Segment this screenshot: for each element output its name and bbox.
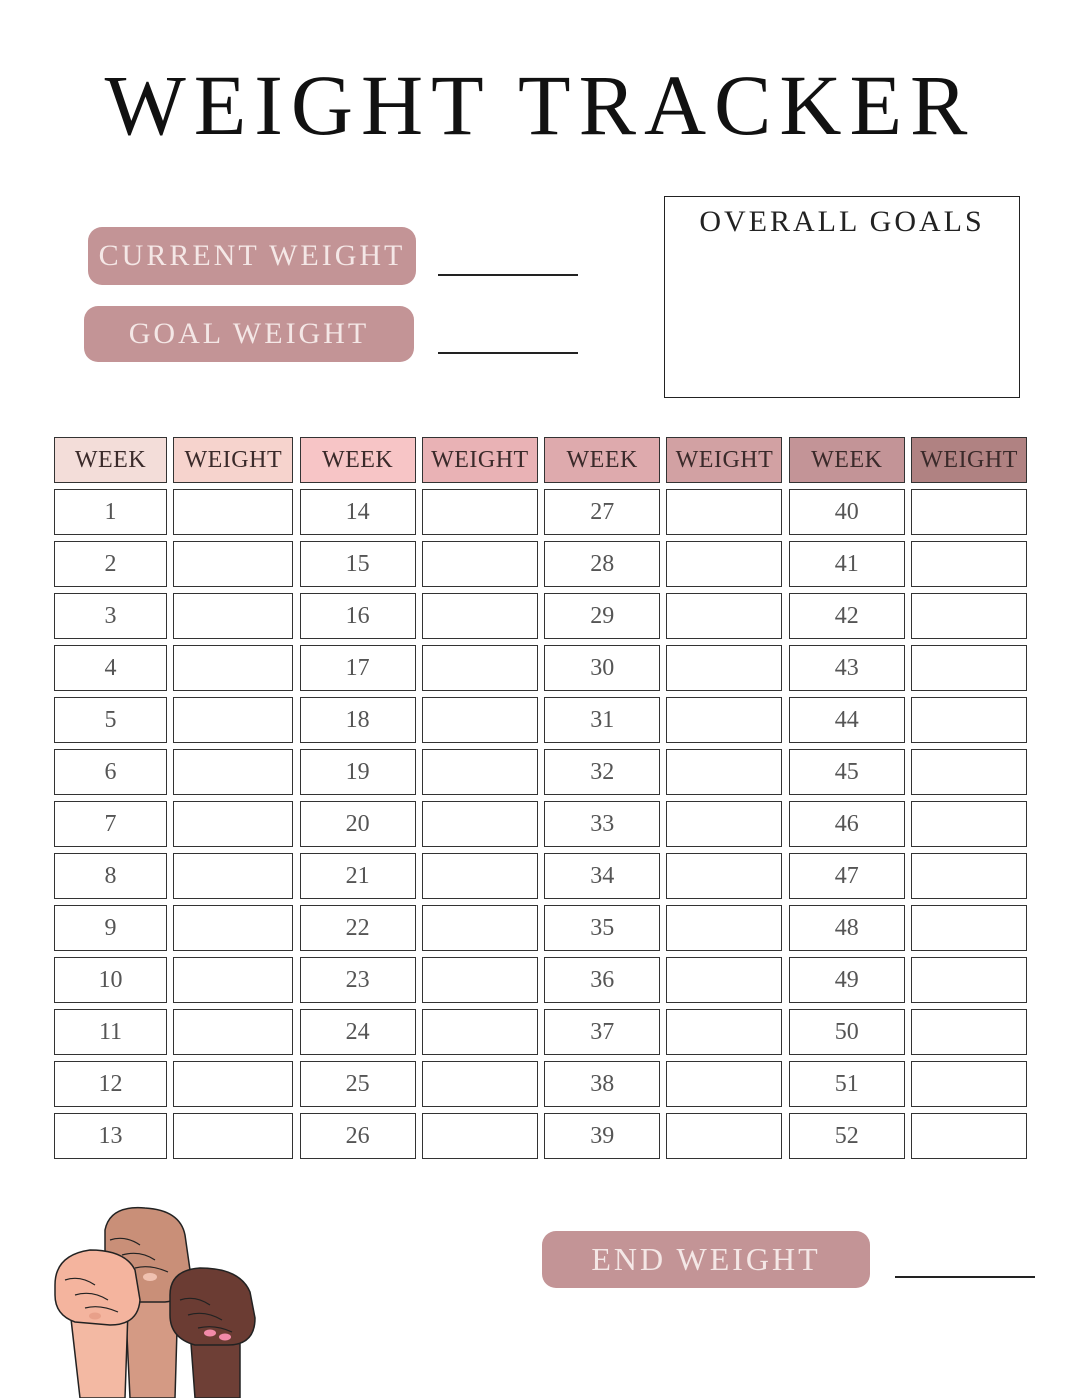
week-number-cell: 15: [300, 541, 416, 587]
week-number-cell: 12: [54, 1061, 167, 1107]
week-number-cell: 4: [54, 645, 167, 691]
weight-entry-cell[interactable]: [911, 853, 1027, 899]
week-number-cell: 24: [300, 1009, 416, 1055]
weight-entry-cell[interactable]: [422, 749, 538, 795]
weight-entry-cell[interactable]: [173, 853, 293, 899]
week-number-cell: 41: [789, 541, 905, 587]
weight-entry-cell[interactable]: [666, 957, 782, 1003]
weight-entry-cell[interactable]: [173, 645, 293, 691]
weight-entry-cell[interactable]: [666, 645, 782, 691]
weight-entry-cell[interactable]: [666, 697, 782, 743]
weight-entry-cell[interactable]: [666, 1113, 782, 1159]
weight-entry-cell[interactable]: [422, 905, 538, 951]
weight-entry-cell[interactable]: [666, 489, 782, 535]
week-number-cell: 31: [544, 697, 660, 743]
weight-header: WEIGHT: [422, 437, 538, 483]
week-header: WEEK: [300, 437, 416, 483]
week-number-cell: 44: [789, 697, 905, 743]
week-number-cell: 27: [544, 489, 660, 535]
week-number-cell: 6: [54, 749, 167, 795]
week-number-cell: 26: [300, 1113, 416, 1159]
week-number-cell: 32: [544, 749, 660, 795]
overall-goals-label: OVERALL GOALS: [699, 205, 985, 238]
week-number-cell: 16: [300, 593, 416, 639]
week-number-cell: 42: [789, 593, 905, 639]
weight-entry-cell[interactable]: [911, 593, 1027, 639]
weight-entry-cell[interactable]: [666, 593, 782, 639]
weight-entry-cell[interactable]: [911, 801, 1027, 847]
goal-weight-field[interactable]: [438, 352, 578, 354]
week-number-cell: 25: [300, 1061, 416, 1107]
weight-entry-cell[interactable]: [666, 905, 782, 951]
week-number-cell: 52: [789, 1113, 905, 1159]
week-number-cell: 8: [54, 853, 167, 899]
end-weight-label: END WEIGHT: [542, 1231, 870, 1288]
week-number-cell: 33: [544, 801, 660, 847]
weight-entry-cell[interactable]: [173, 1009, 293, 1055]
weight-entry-cell[interactable]: [911, 489, 1027, 535]
week-header: WEEK: [54, 437, 167, 483]
weight-entry-cell[interactable]: [422, 645, 538, 691]
week-number-cell: 36: [544, 957, 660, 1003]
page-title: WEIGHT TRACKER: [104, 57, 976, 153]
week-header: WEEK: [544, 437, 660, 483]
weight-entry-cell[interactable]: [666, 749, 782, 795]
week-number-cell: 10: [54, 957, 167, 1003]
weight-entry-cell[interactable]: [666, 801, 782, 847]
week-number-cell: 23: [300, 957, 416, 1003]
goal-weight-label: GOAL WEIGHT: [84, 306, 414, 362]
week-number-cell: 21: [300, 853, 416, 899]
weight-entry-cell[interactable]: [422, 1009, 538, 1055]
overall-goals-box[interactable]: [664, 196, 1020, 398]
weight-table: [54, 437, 1026, 1159]
weight-entry-cell[interactable]: [911, 645, 1027, 691]
week-number-cell: 11: [54, 1009, 167, 1055]
weight-entry-cell[interactable]: [173, 1113, 293, 1159]
week-number-cell: 49: [789, 957, 905, 1003]
week-number-cell: 29: [544, 593, 660, 639]
week-number-cell: 19: [300, 749, 416, 795]
week-number-cell: 34: [544, 853, 660, 899]
week-number-cell: 30: [544, 645, 660, 691]
weight-entry-cell[interactable]: [911, 541, 1027, 587]
weight-entry-cell[interactable]: [422, 697, 538, 743]
weight-entry-cell[interactable]: [911, 697, 1027, 743]
week-number-cell: 22: [300, 905, 416, 951]
week-number-cell: 35: [544, 905, 660, 951]
weight-entry-cell[interactable]: [173, 697, 293, 743]
weight-entry-cell[interactable]: [173, 489, 293, 535]
weight-entry-cell[interactable]: [173, 905, 293, 951]
week-number-cell: 5: [54, 697, 167, 743]
weight-entry-cell[interactable]: [422, 489, 538, 535]
end-weight-field[interactable]: [895, 1276, 1035, 1278]
weight-entry-cell[interactable]: [422, 853, 538, 899]
weight-entry-cell[interactable]: [173, 541, 293, 587]
week-number-cell: 3: [54, 593, 167, 639]
week-number-cell: 46: [789, 801, 905, 847]
weight-entry-cell[interactable]: [173, 1061, 293, 1107]
week-number-cell: 14: [300, 489, 416, 535]
weight-entry-cell[interactable]: [666, 1061, 782, 1107]
weight-entry-cell[interactable]: [666, 541, 782, 587]
weight-entry-cell[interactable]: [422, 957, 538, 1003]
weight-entry-cell[interactable]: [422, 1061, 538, 1107]
weight-entry-cell[interactable]: [911, 749, 1027, 795]
week-number-cell: 40: [789, 489, 905, 535]
week-number-cell: 13: [54, 1113, 167, 1159]
week-number-cell: 1: [54, 489, 167, 535]
week-header: WEEK: [789, 437, 905, 483]
weight-entry-cell[interactable]: [911, 905, 1027, 951]
week-number-cell: 20: [300, 801, 416, 847]
weight-entry-cell[interactable]: [911, 1113, 1027, 1159]
week-number-cell: 48: [789, 905, 905, 951]
weight-entry-cell[interactable]: [666, 853, 782, 899]
raised-fists-icon: [50, 1200, 280, 1398]
current-weight-field[interactable]: [438, 274, 578, 276]
weight-entry-cell[interactable]: [911, 1061, 1027, 1107]
weight-entry-cell[interactable]: [911, 957, 1027, 1003]
weight-entry-cell[interactable]: [422, 593, 538, 639]
week-number-cell: 45: [789, 749, 905, 795]
week-number-cell: 38: [544, 1061, 660, 1107]
week-number-cell: 39: [544, 1113, 660, 1159]
weight-entry-cell[interactable]: [666, 1009, 782, 1055]
weight-header: WEIGHT: [173, 437, 293, 483]
weight-header: WEIGHT: [666, 437, 782, 483]
week-number-cell: 18: [300, 697, 416, 743]
weight-entry-cell[interactable]: [173, 749, 293, 795]
weight-entry-cell[interactable]: [911, 1009, 1027, 1055]
weight-entry-cell[interactable]: [173, 957, 293, 1003]
weight-entry-cell[interactable]: [173, 593, 293, 639]
week-number-cell: 43: [789, 645, 905, 691]
week-number-cell: 9: [54, 905, 167, 951]
week-number-cell: 28: [544, 541, 660, 587]
weight-entry-cell[interactable]: [422, 801, 538, 847]
current-weight-label: CURRENT WEIGHT: [88, 227, 416, 285]
weight-entry-cell[interactable]: [173, 801, 293, 847]
week-number-cell: 37: [544, 1009, 660, 1055]
weight-header: WEIGHT: [911, 437, 1027, 483]
week-number-cell: 47: [789, 853, 905, 899]
week-number-cell: 7: [54, 801, 167, 847]
week-number-cell: 51: [789, 1061, 905, 1107]
week-number-cell: 2: [54, 541, 167, 587]
weight-entry-cell[interactable]: [422, 1113, 538, 1159]
week-number-cell: 50: [789, 1009, 905, 1055]
weight-entry-cell[interactable]: [422, 541, 538, 587]
week-number-cell: 17: [300, 645, 416, 691]
